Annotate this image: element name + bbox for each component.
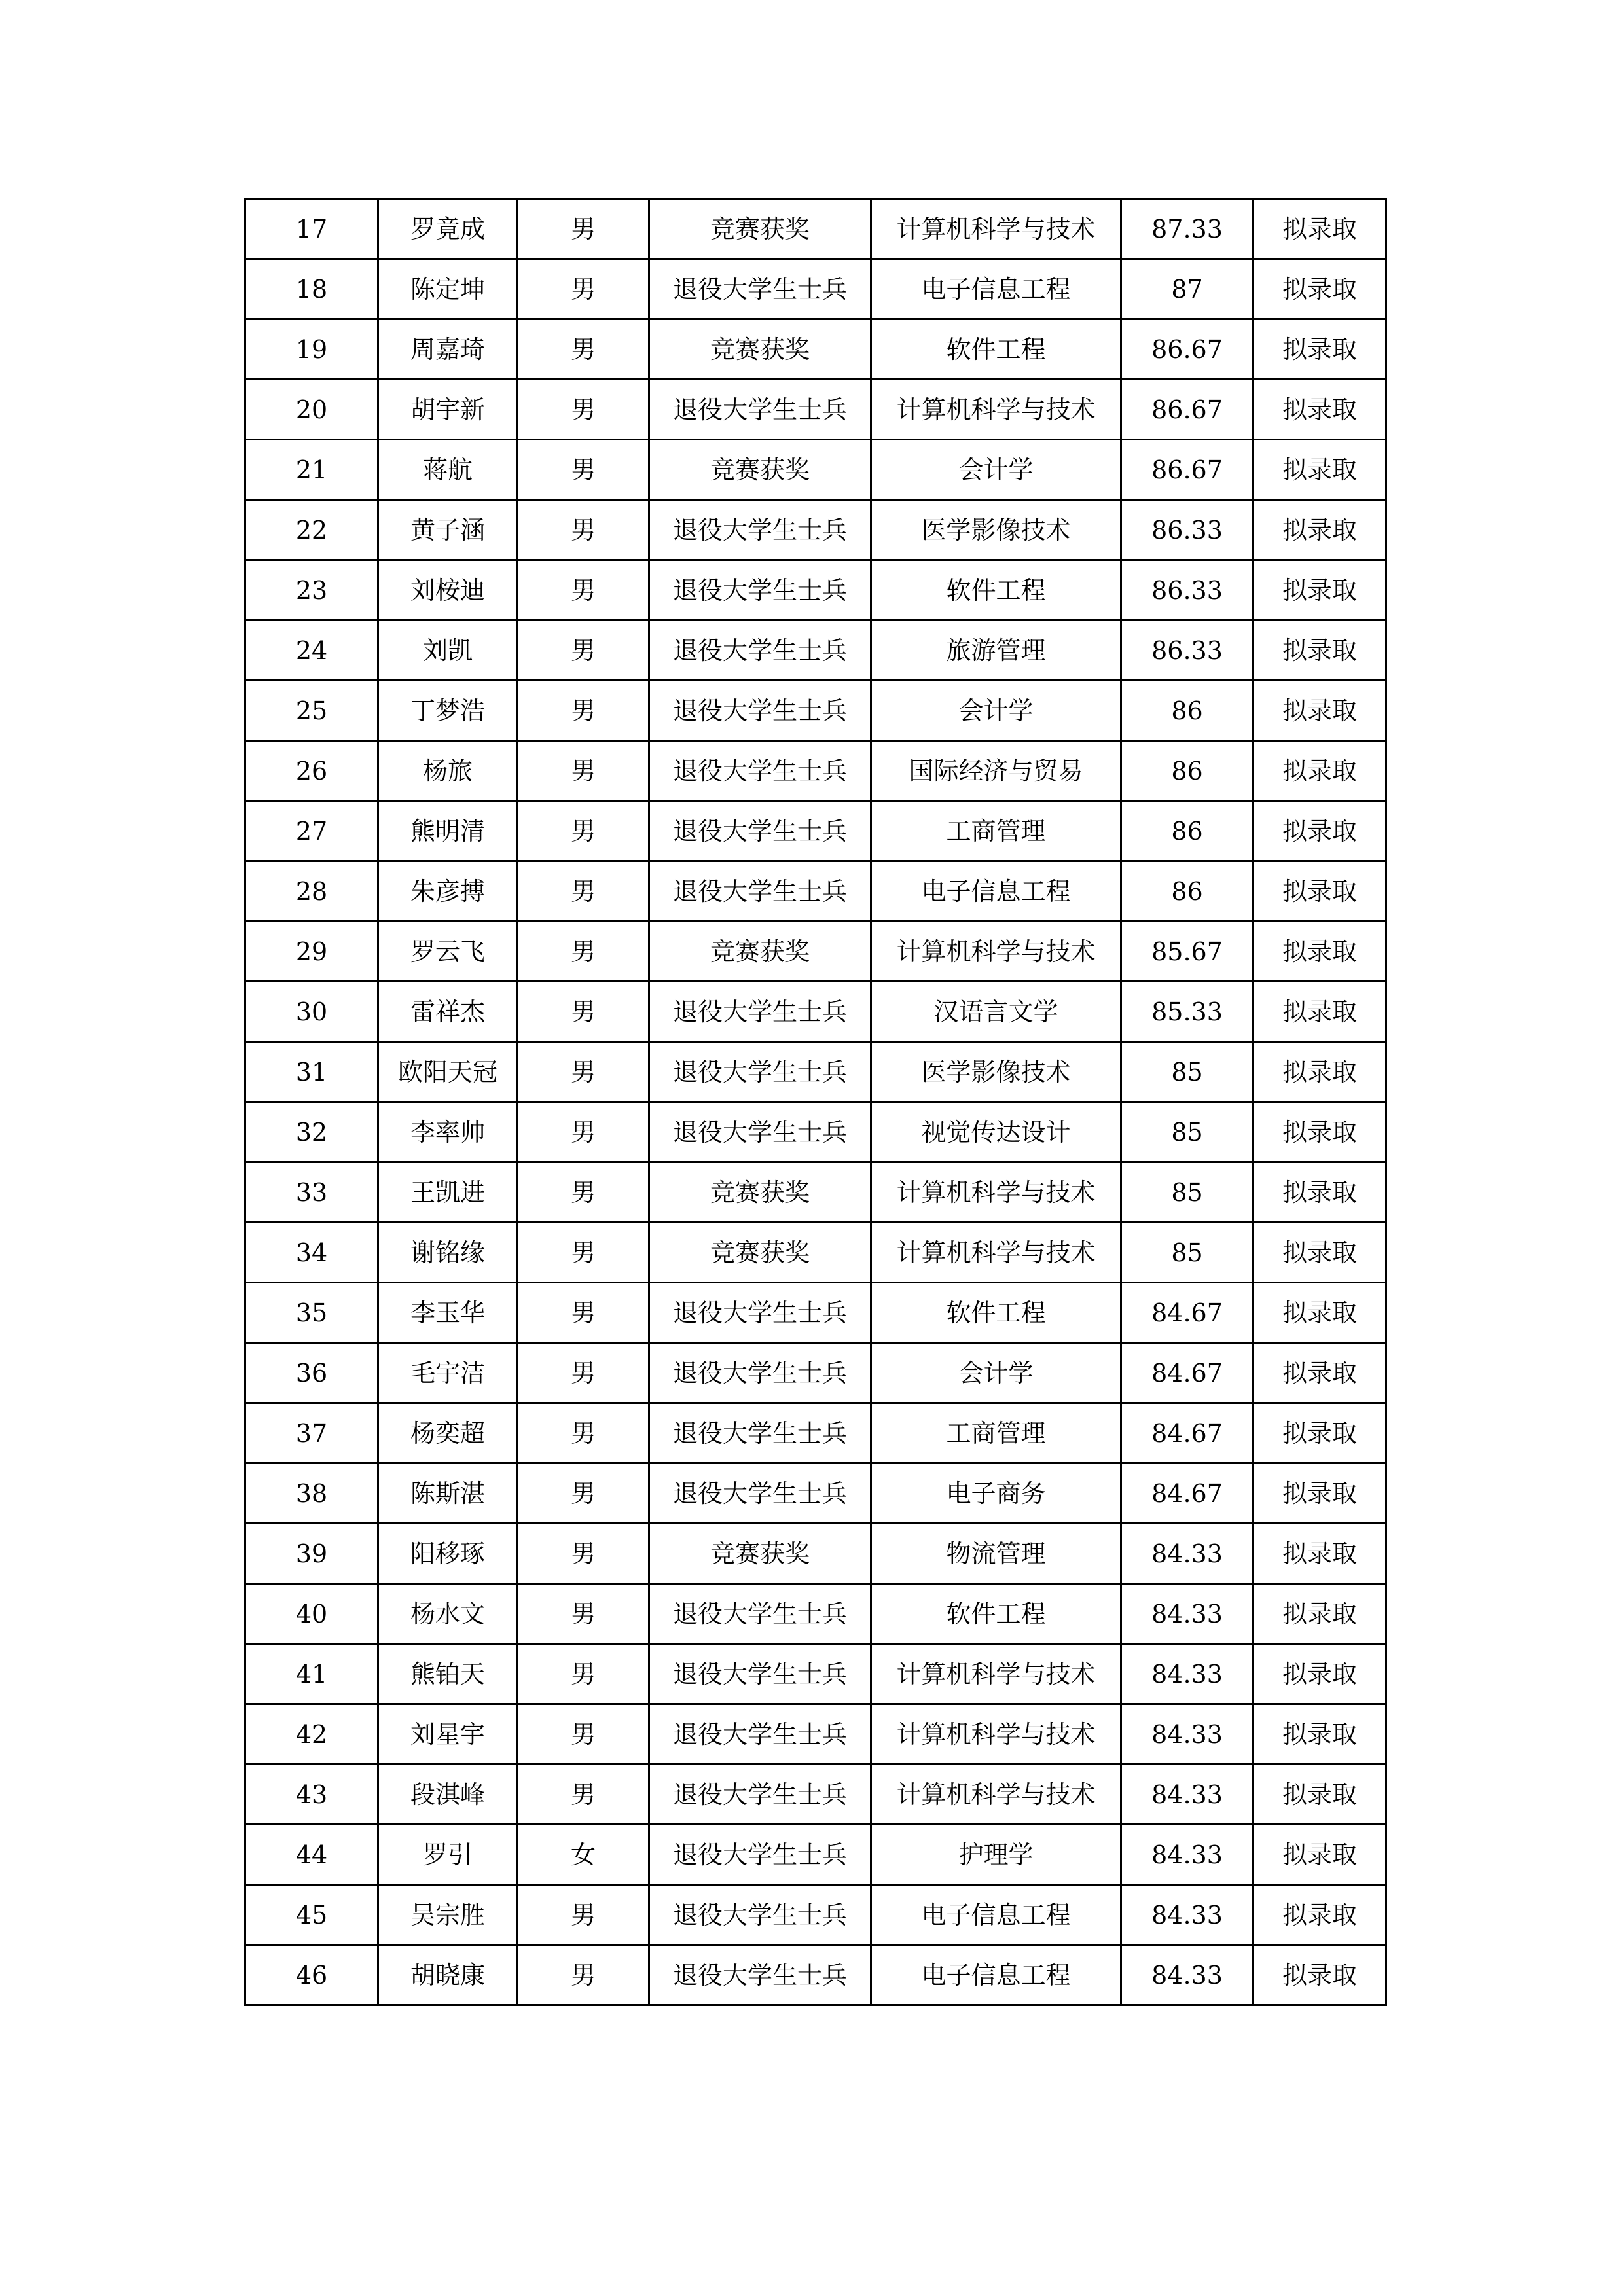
cell-result: 拟录取	[1254, 1825, 1386, 1885]
cell-major: 计算机科学与技术	[871, 380, 1121, 440]
table-row	[245, 319, 1386, 380]
cell-name: 熊明清	[378, 801, 518, 861]
cell-name: 罗云飞	[378, 922, 518, 982]
table-row	[245, 1042, 1386, 1102]
cell-gender: 男	[518, 1403, 649, 1463]
cell-gender: 男	[518, 199, 649, 259]
cell-major: 计算机科学与技术	[871, 1765, 1121, 1825]
cell-result: 拟录取	[1254, 1042, 1386, 1102]
cell-result: 拟录取	[1254, 1644, 1386, 1704]
cell-name: 胡宇新	[378, 380, 518, 440]
cell-name: 熊铂天	[378, 1644, 518, 1704]
cell-number: 21	[245, 440, 378, 500]
cell-gender: 男	[518, 741, 649, 801]
cell-category: 竞赛获奖	[649, 440, 871, 500]
cell-category: 竞赛获奖	[649, 1524, 871, 1584]
cell-category: 退役大学生士兵	[649, 1102, 871, 1162]
cell-number: 19	[245, 319, 378, 380]
cell-number: 38	[245, 1463, 378, 1524]
cell-name: 阳移琢	[378, 1524, 518, 1584]
cell-score: 86	[1121, 801, 1254, 861]
table-row	[245, 1463, 1386, 1524]
cell-score: 84.67	[1121, 1403, 1254, 1463]
cell-major: 软件工程	[871, 560, 1121, 620]
cell-score: 84.33	[1121, 1704, 1254, 1765]
cell-gender: 男	[518, 500, 649, 560]
cell-score: 85.67	[1121, 922, 1254, 982]
cell-gender: 男	[518, 620, 649, 681]
cell-number: 45	[245, 1885, 378, 1945]
cell-result: 拟录取	[1254, 861, 1386, 922]
cell-score: 85	[1121, 1162, 1254, 1223]
cell-score: 87	[1121, 259, 1254, 319]
cell-major: 国际经济与贸易	[871, 741, 1121, 801]
cell-gender: 男	[518, 1162, 649, 1223]
cell-result: 拟录取	[1254, 319, 1386, 380]
cell-category: 竞赛获奖	[649, 319, 871, 380]
cell-result: 拟录取	[1254, 681, 1386, 741]
table-row	[245, 1945, 1386, 2005]
cell-number: 22	[245, 500, 378, 560]
cell-result: 拟录取	[1254, 801, 1386, 861]
cell-score: 86.33	[1121, 560, 1254, 620]
cell-category: 退役大学生士兵	[649, 1042, 871, 1102]
cell-major: 电子信息工程	[871, 1885, 1121, 1945]
cell-name: 王凯进	[378, 1162, 518, 1223]
cell-number: 39	[245, 1524, 378, 1584]
cell-gender: 男	[518, 1644, 649, 1704]
cell-category: 退役大学生士兵	[649, 1945, 871, 2005]
cell-name: 陈定坤	[378, 259, 518, 319]
cell-score: 86	[1121, 861, 1254, 922]
cell-name: 周嘉琦	[378, 319, 518, 380]
cell-result: 拟录取	[1254, 1162, 1386, 1223]
cell-score: 86.67	[1121, 319, 1254, 380]
cell-number: 27	[245, 801, 378, 861]
cell-result: 拟录取	[1254, 199, 1386, 259]
cell-score: 84.67	[1121, 1283, 1254, 1343]
cell-number: 42	[245, 1704, 378, 1765]
cell-result: 拟录取	[1254, 1885, 1386, 1945]
cell-number: 31	[245, 1042, 378, 1102]
cell-result: 拟录取	[1254, 1524, 1386, 1584]
cell-category: 退役大学生士兵	[649, 1704, 871, 1765]
table-row	[245, 922, 1386, 982]
cell-score: 84.67	[1121, 1463, 1254, 1524]
table-row	[245, 1343, 1386, 1403]
cell-score: 87.33	[1121, 199, 1254, 259]
cell-number: 32	[245, 1102, 378, 1162]
cell-major: 电子信息工程	[871, 259, 1121, 319]
cell-gender: 男	[518, 1343, 649, 1403]
cell-number: 35	[245, 1283, 378, 1343]
cell-category: 退役大学生士兵	[649, 741, 871, 801]
cell-category: 退役大学生士兵	[649, 1885, 871, 1945]
table-row	[245, 1825, 1386, 1885]
cell-name: 谢铭缘	[378, 1223, 518, 1283]
admission-table	[244, 198, 1387, 2006]
cell-number: 20	[245, 380, 378, 440]
table-row	[245, 1644, 1386, 1704]
cell-name: 欧阳天冠	[378, 1042, 518, 1102]
cell-score: 86	[1121, 681, 1254, 741]
cell-category: 退役大学生士兵	[649, 560, 871, 620]
table-row	[245, 440, 1386, 500]
table-row	[245, 199, 1386, 259]
cell-number: 37	[245, 1403, 378, 1463]
table-row	[245, 1223, 1386, 1283]
cell-category: 退役大学生士兵	[649, 1463, 871, 1524]
admission-table-body	[245, 199, 1386, 2005]
cell-gender: 男	[518, 861, 649, 922]
cell-result: 拟录取	[1254, 560, 1386, 620]
cell-gender: 男	[518, 982, 649, 1042]
cell-result: 拟录取	[1254, 741, 1386, 801]
cell-category: 退役大学生士兵	[649, 259, 871, 319]
cell-category: 竞赛获奖	[649, 199, 871, 259]
cell-result: 拟录取	[1254, 1463, 1386, 1524]
cell-category: 退役大学生士兵	[649, 1403, 871, 1463]
cell-major: 计算机科学与技术	[871, 1644, 1121, 1704]
cell-major: 计算机科学与技术	[871, 922, 1121, 982]
table-row	[245, 1765, 1386, 1825]
cell-result: 拟录取	[1254, 1584, 1386, 1644]
cell-major: 物流管理	[871, 1524, 1121, 1584]
cell-number: 18	[245, 259, 378, 319]
cell-category: 退役大学生士兵	[649, 982, 871, 1042]
cell-gender: 男	[518, 1885, 649, 1945]
cell-major: 会计学	[871, 681, 1121, 741]
cell-score: 86.67	[1121, 380, 1254, 440]
cell-result: 拟录取	[1254, 1102, 1386, 1162]
cell-score: 84.33	[1121, 1825, 1254, 1885]
cell-name: 罗竟成	[378, 199, 518, 259]
table-row	[245, 500, 1386, 560]
cell-category: 退役大学生士兵	[649, 1644, 871, 1704]
cell-name: 刘桉迪	[378, 560, 518, 620]
cell-major: 软件工程	[871, 1283, 1121, 1343]
table-row	[245, 741, 1386, 801]
cell-name: 杨奕超	[378, 1403, 518, 1463]
cell-name: 杨水文	[378, 1584, 518, 1644]
cell-major: 计算机科学与技术	[871, 1223, 1121, 1283]
cell-result: 拟录取	[1254, 380, 1386, 440]
cell-score: 84.33	[1121, 1584, 1254, 1644]
cell-number: 25	[245, 681, 378, 741]
cell-category: 竞赛获奖	[649, 1223, 871, 1283]
cell-number: 28	[245, 861, 378, 922]
cell-major: 计算机科学与技术	[871, 1704, 1121, 1765]
cell-gender: 男	[518, 681, 649, 741]
cell-major: 会计学	[871, 440, 1121, 500]
table-row	[245, 1584, 1386, 1644]
table-row	[245, 681, 1386, 741]
table-row	[245, 1283, 1386, 1343]
cell-major: 工商管理	[871, 801, 1121, 861]
cell-score: 86.67	[1121, 440, 1254, 500]
table-row	[245, 380, 1386, 440]
cell-score: 84.33	[1121, 1765, 1254, 1825]
cell-result: 拟录取	[1254, 1765, 1386, 1825]
cell-score: 84.33	[1121, 1644, 1254, 1704]
cell-major: 工商管理	[871, 1403, 1121, 1463]
cell-name: 李玉华	[378, 1283, 518, 1343]
cell-score: 85.33	[1121, 982, 1254, 1042]
cell-number: 44	[245, 1825, 378, 1885]
cell-name: 毛宇洁	[378, 1343, 518, 1403]
cell-name: 罗引	[378, 1825, 518, 1885]
cell-major: 电子信息工程	[871, 1945, 1121, 2005]
cell-gender: 男	[518, 1283, 649, 1343]
cell-number: 30	[245, 982, 378, 1042]
cell-category: 退役大学生士兵	[649, 801, 871, 861]
cell-result: 拟录取	[1254, 1704, 1386, 1765]
cell-major: 会计学	[871, 1343, 1121, 1403]
cell-number: 33	[245, 1162, 378, 1223]
cell-category: 退役大学生士兵	[649, 1283, 871, 1343]
cell-number: 23	[245, 560, 378, 620]
cell-gender: 男	[518, 1223, 649, 1283]
cell-category: 退役大学生士兵	[649, 681, 871, 741]
cell-score: 85	[1121, 1102, 1254, 1162]
cell-gender: 男	[518, 1524, 649, 1584]
cell-score: 85	[1121, 1223, 1254, 1283]
cell-category: 退役大学生士兵	[649, 620, 871, 681]
cell-category: 竞赛获奖	[649, 922, 871, 982]
cell-result: 拟录取	[1254, 500, 1386, 560]
cell-number: 26	[245, 741, 378, 801]
cell-gender: 男	[518, 1765, 649, 1825]
cell-name: 黄子涵	[378, 500, 518, 560]
cell-number: 36	[245, 1343, 378, 1403]
cell-result: 拟录取	[1254, 982, 1386, 1042]
table-row	[245, 801, 1386, 861]
cell-major: 旅游管理	[871, 620, 1121, 681]
cell-gender: 男	[518, 801, 649, 861]
cell-score: 85	[1121, 1042, 1254, 1102]
cell-major: 电子信息工程	[871, 861, 1121, 922]
cell-result: 拟录取	[1254, 922, 1386, 982]
cell-name: 朱彦搏	[378, 861, 518, 922]
cell-score: 84.33	[1121, 1885, 1254, 1945]
cell-gender: 男	[518, 259, 649, 319]
table-row	[245, 1885, 1386, 1945]
cell-score: 84.33	[1121, 1945, 1254, 2005]
cell-major: 电子商务	[871, 1463, 1121, 1524]
cell-name: 段淇峰	[378, 1765, 518, 1825]
cell-gender: 男	[518, 1463, 649, 1524]
cell-gender: 男	[518, 922, 649, 982]
cell-name: 陈斯湛	[378, 1463, 518, 1524]
cell-name: 刘凯	[378, 620, 518, 681]
cell-number: 29	[245, 922, 378, 982]
cell-score: 86.33	[1121, 620, 1254, 681]
table-row	[245, 1403, 1386, 1463]
cell-name: 丁梦浩	[378, 681, 518, 741]
cell-major: 计算机科学与技术	[871, 199, 1121, 259]
cell-number: 24	[245, 620, 378, 681]
cell-gender: 男	[518, 1584, 649, 1644]
table-row	[245, 560, 1386, 620]
cell-major: 计算机科学与技术	[871, 1162, 1121, 1223]
cell-number: 17	[245, 199, 378, 259]
cell-result: 拟录取	[1254, 1945, 1386, 2005]
cell-category: 退役大学生士兵	[649, 1825, 871, 1885]
cell-result: 拟录取	[1254, 620, 1386, 681]
cell-major: 医学影像技术	[871, 1042, 1121, 1102]
cell-score: 84.67	[1121, 1343, 1254, 1403]
cell-score: 86	[1121, 741, 1254, 801]
cell-category: 退役大学生士兵	[649, 500, 871, 560]
cell-name: 吴宗胜	[378, 1885, 518, 1945]
cell-number: 41	[245, 1644, 378, 1704]
cell-result: 拟录取	[1254, 259, 1386, 319]
cell-category: 退役大学生士兵	[649, 1765, 871, 1825]
cell-gender: 女	[518, 1825, 649, 1885]
cell-result: 拟录取	[1254, 1223, 1386, 1283]
cell-result: 拟录取	[1254, 1283, 1386, 1343]
cell-category: 竞赛获奖	[649, 1162, 871, 1223]
table-row	[245, 1524, 1386, 1584]
cell-major: 软件工程	[871, 1584, 1121, 1644]
cell-gender: 男	[518, 1945, 649, 2005]
cell-result: 拟录取	[1254, 1403, 1386, 1463]
cell-gender: 男	[518, 319, 649, 380]
cell-major: 视觉传达设计	[871, 1102, 1121, 1162]
cell-gender: 男	[518, 380, 649, 440]
table-row	[245, 861, 1386, 922]
cell-name: 雷祥杰	[378, 982, 518, 1042]
cell-result: 拟录取	[1254, 440, 1386, 500]
table-row	[245, 1162, 1386, 1223]
cell-category: 退役大学生士兵	[649, 861, 871, 922]
cell-name: 蒋航	[378, 440, 518, 500]
cell-gender: 男	[518, 1042, 649, 1102]
table-row	[245, 1102, 1386, 1162]
cell-category: 退役大学生士兵	[649, 1343, 871, 1403]
cell-number: 40	[245, 1584, 378, 1644]
cell-name: 杨旅	[378, 741, 518, 801]
table-row	[245, 259, 1386, 319]
table-row	[245, 620, 1386, 681]
cell-gender: 男	[518, 440, 649, 500]
cell-major: 医学影像技术	[871, 500, 1121, 560]
cell-major: 护理学	[871, 1825, 1121, 1885]
cell-name: 李率帅	[378, 1102, 518, 1162]
table-row	[245, 1704, 1386, 1765]
cell-category: 退役大学生士兵	[649, 380, 871, 440]
cell-number: 46	[245, 1945, 378, 2005]
cell-number: 34	[245, 1223, 378, 1283]
cell-name: 胡晓康	[378, 1945, 518, 2005]
cell-name: 刘星宇	[378, 1704, 518, 1765]
cell-result: 拟录取	[1254, 1343, 1386, 1403]
cell-number: 43	[245, 1765, 378, 1825]
cell-gender: 男	[518, 560, 649, 620]
cell-score: 86.33	[1121, 500, 1254, 560]
cell-major: 汉语言文学	[871, 982, 1121, 1042]
cell-major: 软件工程	[871, 319, 1121, 380]
cell-gender: 男	[518, 1704, 649, 1765]
table-row	[245, 982, 1386, 1042]
cell-score: 84.33	[1121, 1524, 1254, 1584]
cell-category: 退役大学生士兵	[649, 1584, 871, 1644]
cell-gender: 男	[518, 1102, 649, 1162]
